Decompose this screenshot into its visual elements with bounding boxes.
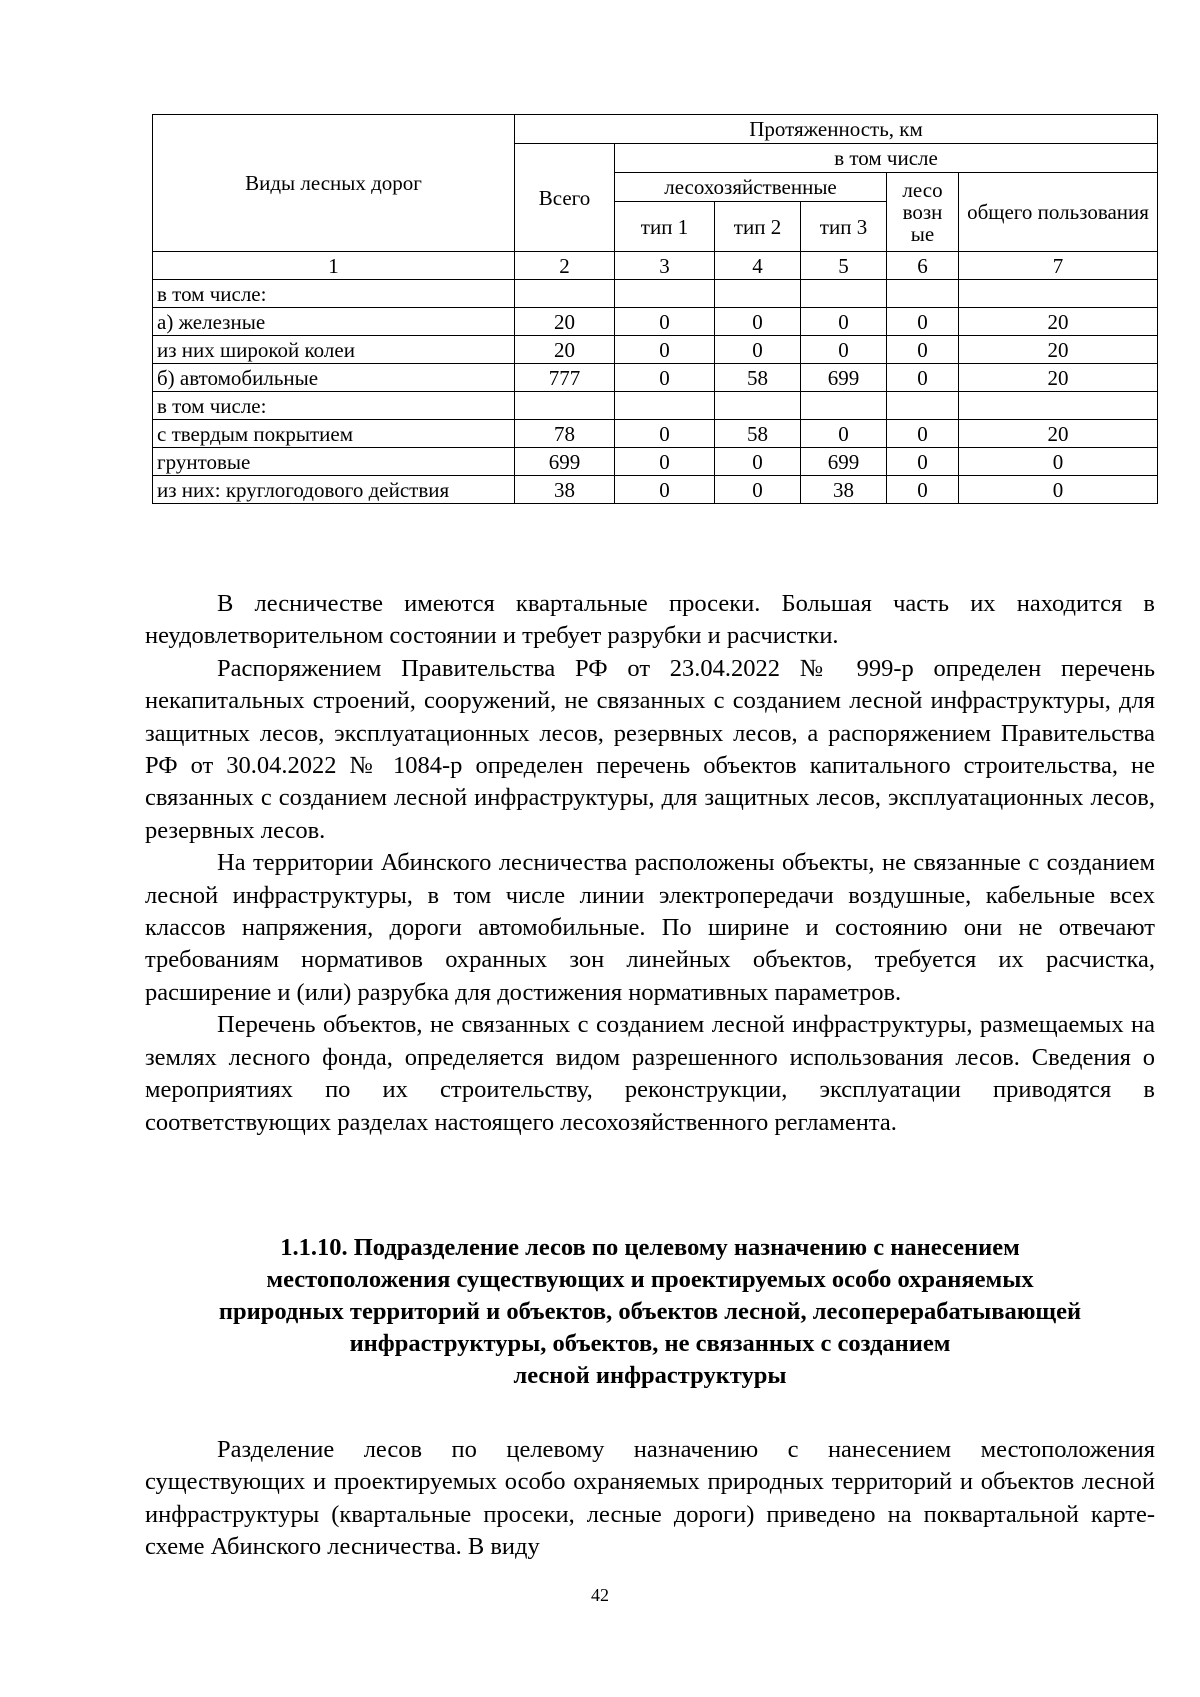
table-cell: 777 [515, 364, 615, 392]
row-label: в том числе: [153, 280, 515, 308]
table-cell [887, 280, 959, 308]
body-text-1 [145, 588, 1155, 1139]
table-cell: 0 [887, 308, 959, 336]
forest-roads-table [152, 114, 1158, 504]
table-cell: 699 [801, 448, 887, 476]
body-text-2 [145, 1434, 1155, 1564]
table-cell [715, 392, 801, 420]
row-label: а) железные [153, 308, 515, 336]
table-cell [801, 392, 887, 420]
paragraph: Распоряжением Правительства РФ от 23.04.2022 № 999-р определен перечень некапитальных строений, сооружений, не связанных с созданием лесной инфраструктуры, для защитных лесов, эксплуатационных лесов, резервных лесов, а распоряжением Правительства РФ от 30.04.2022 № 1084-р определен перечень объектов капитального строительства, не связанных с созданием лесной инфраструктуры, для защитных лесов, эксплуатационных лесов, резервных лесов. [145, 654, 1155, 844]
table-cell: 20 [959, 308, 1158, 336]
table-cell [959, 280, 1158, 308]
table-cell [515, 392, 615, 420]
table-row [153, 364, 1158, 392]
table-cell: 0 [615, 476, 715, 504]
table-cell [715, 280, 801, 308]
table-cell: 0 [615, 420, 715, 448]
paragraph: Перечень объектов, не связанных с созданием лесной инфраструктуры, размещаемых на землях лесного фонда, определяется видом разрешенного использования лесов. Сведения о мероприятиях по их строительству, реконструкции, эксплуатации приводятся в соответствующих разделах настоящего лесохозяйственного регламента. [145, 1011, 1155, 1136]
row-label: грунтовые [153, 448, 515, 476]
column-number: 7 [959, 252, 1158, 280]
table-cell [615, 392, 715, 420]
table-row [153, 448, 1158, 476]
paragraph: В лесничестве имеются квартальные просеки. Большая часть их находится в неудовлетворительном состоянии и требует разрубки и расчистки. [145, 590, 1155, 650]
table-cell: 0 [615, 336, 715, 364]
table-cell: 699 [515, 448, 615, 476]
heading-line: местоположения существующих и проектируемых особо охраняемых [266, 1266, 1034, 1293]
paragraph: На территории Абинского лесничества расположены объекты, не связанные с созданием лесной инфраструктуры, в том числе линии электропередачи воздушные, кабельные всех классов напряжения, дороги автомобильные. По ширине и состоянию они не отвечают требованиям нормативов охранных зон линейных объектов, требуется их расчистка, расширение и (или) разрубка для достижения нормативных параметров. [145, 849, 1155, 1006]
table-cell [515, 280, 615, 308]
table-row [153, 420, 1158, 448]
table-cell [801, 280, 887, 308]
page-number: 42 [591, 1585, 609, 1605]
column-number: 6 [887, 252, 959, 280]
table-cell: 0 [615, 364, 715, 392]
column-number: 2 [515, 252, 615, 280]
column-number: 1 [153, 252, 515, 280]
table-cell: 38 [801, 476, 887, 504]
column-number: 5 [801, 252, 887, 280]
row-label: из них: круглогодового действия [153, 476, 515, 504]
row-label: с твердым покрытием [153, 420, 515, 448]
table-cell: 0 [615, 308, 715, 336]
table-cell: 0 [959, 448, 1158, 476]
header-forestry: лесохозяйственные [615, 173, 887, 202]
table-cell: 38 [515, 476, 615, 504]
table-cell: 20 [515, 308, 615, 336]
heading-line: 1.1.10. Подразделение лесов по целевому назначению с нанесением [280, 1234, 1020, 1261]
table-cell: 20 [959, 364, 1158, 392]
paragraph: Разделение лесов по целевому назначению с нанесением местоположения существующих и проектируемых особо охраняемых природных территорий и объектов лесной инфраструктуры (квартальные просеки, лесные дороги) приведено на поквартальной карте-схеме Абинского лесничества. В виду [145, 1436, 1155, 1561]
table-cell: 0 [887, 448, 959, 476]
table-cell: 58 [715, 420, 801, 448]
table-cell: 0 [715, 476, 801, 504]
table-row [153, 280, 1158, 308]
table-cell: 0 [887, 420, 959, 448]
table-cell: 0 [715, 308, 801, 336]
header-road-types: Виды лесных дорог [153, 115, 515, 252]
heading-line: инфраструктуры, объектов, не связанных с созданием [349, 1330, 951, 1357]
table-cell: 0 [715, 336, 801, 364]
table-cell [615, 280, 715, 308]
table-cell: 20 [515, 336, 615, 364]
heading-line: лесной инфраструктуры [513, 1362, 787, 1389]
table-row [153, 392, 1158, 420]
header-type-2: тип 2 [715, 202, 801, 252]
table-cell: 0 [887, 364, 959, 392]
table-cell: 0 [801, 336, 887, 364]
table-cell: 20 [959, 336, 1158, 364]
header-public: общего пользования [959, 173, 1158, 252]
row-label: б) автомобильные [153, 364, 515, 392]
header-type-3: тип 3 [801, 202, 887, 252]
column-numbers-row [153, 252, 1158, 280]
table-cell: 0 [715, 448, 801, 476]
table-cell: 0 [887, 336, 959, 364]
table-cell: 0 [615, 448, 715, 476]
table-cell: 0 [959, 476, 1158, 504]
table-cell [959, 392, 1158, 420]
header-timber-haul: лесо возн ые [887, 173, 959, 252]
column-number: 4 [715, 252, 801, 280]
section-heading [140, 1232, 1160, 1392]
header-including: в том числе [615, 144, 1158, 173]
header-length-km: Протяженность, км [515, 115, 1158, 144]
table-cell: 0 [801, 420, 887, 448]
heading-line: природных территорий и объектов, объектов лесной, лесоперерабатывающей [218, 1298, 1082, 1325]
table-row [153, 336, 1158, 364]
table-cell: 58 [715, 364, 801, 392]
table-cell: 0 [801, 308, 887, 336]
row-label: в том числе: [153, 392, 515, 420]
header-total: Всего [515, 144, 615, 252]
header-type-1: тип 1 [615, 202, 715, 252]
table-cell: 78 [515, 420, 615, 448]
table-row [153, 308, 1158, 336]
row-label: из них широкой колеи [153, 336, 515, 364]
table-cell: 0 [887, 476, 959, 504]
table-row [153, 476, 1158, 504]
table-cell: 20 [959, 420, 1158, 448]
table-cell [887, 392, 959, 420]
column-number: 3 [615, 252, 715, 280]
table-cell: 699 [801, 364, 887, 392]
